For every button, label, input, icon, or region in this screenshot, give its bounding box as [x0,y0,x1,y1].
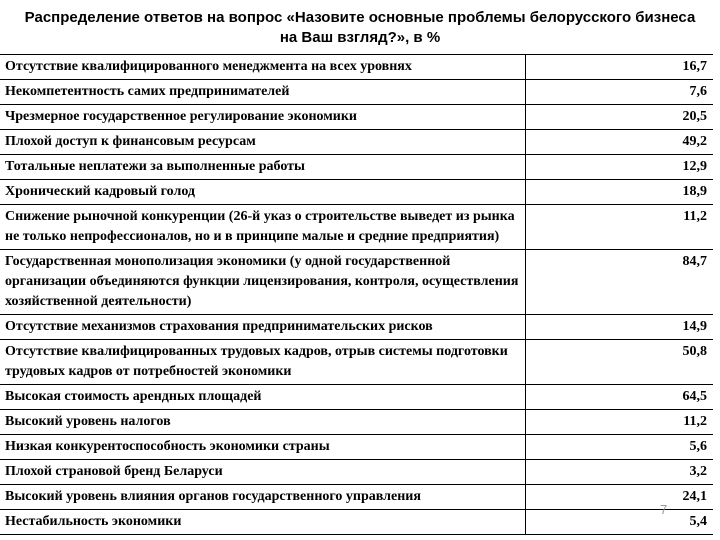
problem-cell: Высокий уровень налогов [0,410,525,435]
problem-cell: Высокая стоимость арендных площадей [0,385,525,410]
table-row [0,205,713,250]
slide-title: Распределение ответов на вопрос «Назовите основные проблемы белорусского бизнеса на Ваш взгляд?», в % [24,9,696,46]
value-cell: 84,7 [525,250,713,315]
table-row [0,180,713,205]
table-row [0,55,713,80]
value-cell: 18,9 [525,180,713,205]
problem-cell: Плохой доступ к финансовым ресурсам [0,130,525,155]
value-cell: 11,2 [525,410,713,435]
problems-table [0,54,713,535]
value-cell: 14,9 [525,315,713,340]
value-cell: 5,6 [525,435,713,460]
problem-cell: Хронический кадровый голод [0,180,525,205]
table-row [0,80,713,105]
value-cell: 64,5 [525,385,713,410]
problem-cell: Низкая конкурентоспособность экономики страны [0,435,525,460]
problem-cell: Плохой страновой бренд Беларуси [0,460,525,485]
table-row [0,485,713,510]
problem-cell: Снижение рыночной конкуренции (26-й указ о строительстве выведет из рынка не только непрофессионалов, но и в принципе малые и средние предприятия) [0,205,525,250]
table-row [0,130,713,155]
table-row [0,340,713,385]
problem-cell: Некомпетентность самих предпринимателей [0,80,525,105]
table-row [0,105,713,130]
table-row [0,315,713,340]
problem-cell: Отсутствие механизмов страхования предпринимательских рисков [0,315,525,340]
value-cell: 24,1 [525,485,713,510]
table-row [0,435,713,460]
value-cell: 3,2 [525,460,713,485]
value-cell: 49,2 [525,130,713,155]
value-cell: 12,9 [525,155,713,180]
problem-cell: Отсутствие квалифицированного менеджмента на всех уровнях [0,55,525,80]
problem-cell: Тотальные неплатежи за выполненные работы [0,155,525,180]
value-cell: 11,2 [525,205,713,250]
value-cell: 20,5 [525,105,713,130]
value-cell: 50,8 [525,340,713,385]
problem-cell: Отсутствие квалифицированных трудовых кадров, отрыв системы подготовки трудовых кадров от потребностей экономики [0,340,525,385]
problem-cell: Нестабильность экономики [0,510,525,535]
slide-page-number: 7 [660,502,668,517]
value-cell: 16,7 [525,55,713,80]
table-row [0,460,713,485]
problem-cell: Высокий уровень влияния органов государственного управления [0,485,525,510]
table-row [0,385,713,410]
table-row [0,510,713,535]
value-cell: 7,6 [525,80,713,105]
table-row [0,410,713,435]
problem-cell: Государственная монополизация экономики (у одной государственной организации объединяются функции лицензирования, контроля, осуществления хозяйственной деятельности) [0,250,525,315]
problem-cell: Чрезмерное государственное регулирование экономики [0,105,525,130]
table-row [0,155,713,180]
table-row [0,250,713,315]
value-cell: 5,4 [525,510,713,535]
